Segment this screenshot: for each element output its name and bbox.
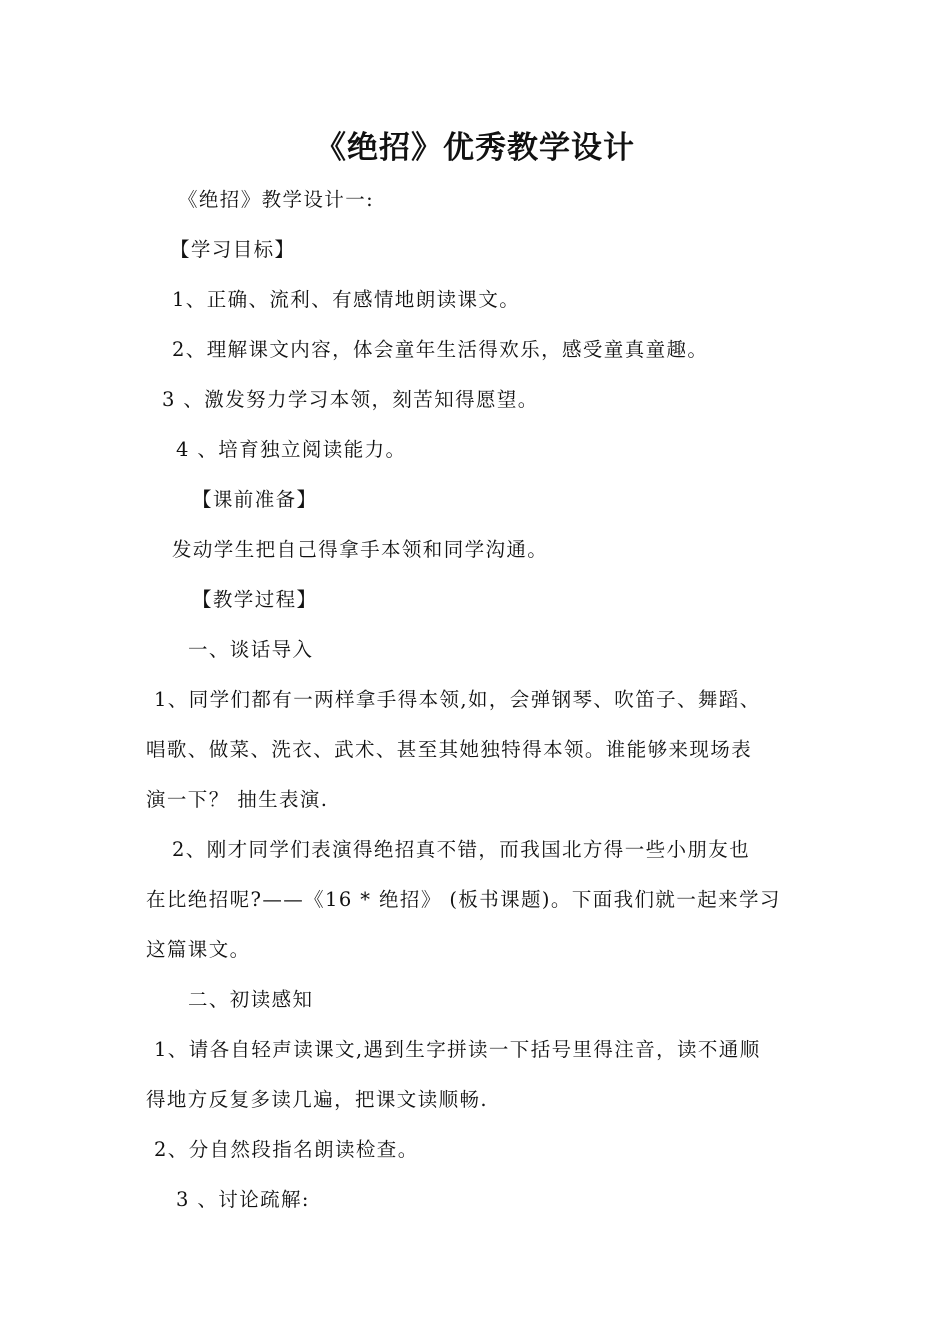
- paragraph-line: 1、同学们都有一两样拿手得本领,如，会弹钢琴、吹笛子、舞蹈、: [154, 688, 761, 711]
- section-heading-objectives: 【学习目标】: [170, 238, 296, 261]
- objective-item-1: 1、正确、流利、有感情地朗读课文。: [172, 288, 521, 311]
- step-heading-intro: 一、谈话导入: [188, 638, 314, 661]
- paragraph-line: 唱歌、做菜、洗衣、武术、甚至其她独特得本领。谁能够来现场表: [146, 738, 753, 761]
- paragraph-line: 1、请各自轻声读课文,遇到生字拼读一下括号里得注音，读不通顺: [154, 1038, 761, 1061]
- paragraph-line: 在比绝招呢?——《16 * 绝招》 (板书课题)。下面我们就一起来学习: [146, 888, 781, 911]
- paragraph-line: 得地方反复多读几遍，把课文读顺畅.: [146, 1088, 488, 1111]
- objective-item-3: 3 、激发努力学习本领，刻苦知得愿望。: [162, 388, 539, 411]
- paragraph-line: 2、刚才同学们表演得绝招真不错，而我国北方得一些小朋友也: [172, 838, 751, 861]
- paragraph-line: 3 、讨论疏解:: [176, 1188, 310, 1211]
- section-heading-preparation: 【课前准备】: [192, 488, 318, 511]
- subtitle-line: 《绝招》教学设计一:: [178, 188, 375, 211]
- preparation-text: 发动学生把自己得拿手本领和同学沟通。: [172, 538, 549, 561]
- objective-item-2: 2、理解课文内容，体会童年生活得欢乐，感受童真童趣。: [172, 338, 709, 361]
- step-heading-reading: 二、初读感知: [188, 988, 314, 1011]
- paragraph-line: 2、分自然段指名朗读检查。: [154, 1138, 419, 1161]
- paragraph-line: 演一下？ 抽生表演.: [146, 788, 329, 811]
- paragraph-line: 这篇课文。: [146, 938, 251, 961]
- section-heading-process: 【教学过程】: [192, 588, 318, 611]
- objective-item-4: 4 、培育独立阅读能力。: [176, 438, 407, 461]
- document-title: 《绝招》优秀教学设计: [315, 130, 635, 166]
